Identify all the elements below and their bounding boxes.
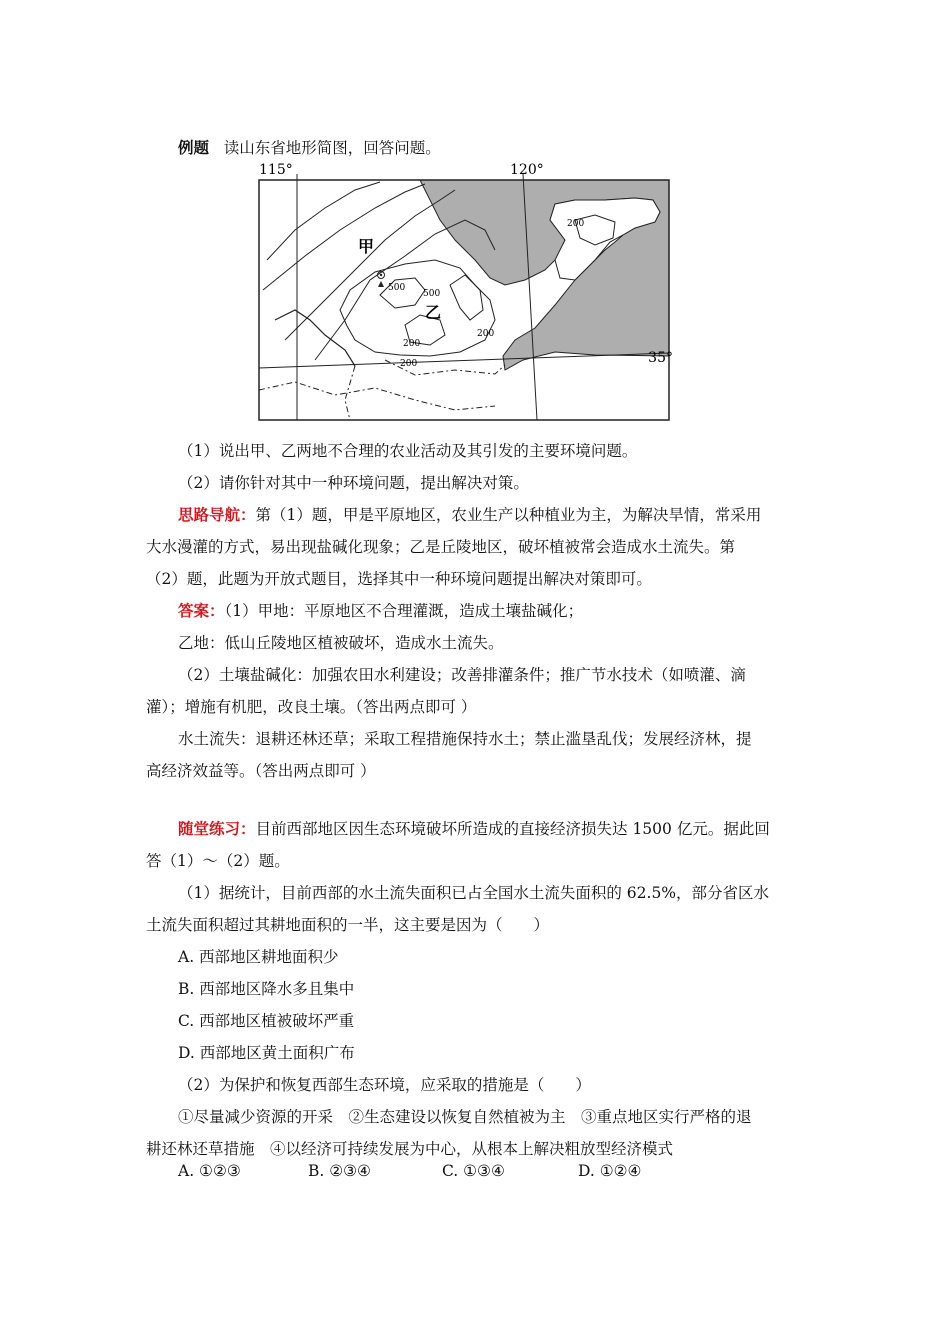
contour-label: 500 [423,289,441,299]
contour-label: 200 [567,219,585,229]
answer-line: 乙地：低山丘陵地区植被破坏，造成水土流失。 [178,634,504,652]
example-intro: 读山东省地形简图，回答问题。 [223,139,441,157]
lon-label-120: 120° [510,162,544,178]
example-heading [178,137,848,159]
analysis-label: 思路导航： [178,505,256,524]
practice-q1: （1）据统计，目前西部的水土流失面积已占全国水土流失面积的 62.5%，部分省区水 [178,884,770,902]
option-b: B. 西部地区降水多且集中 [178,980,355,998]
analysis-text: 第（1）题，甲是平原地区，农业生产以种植业为主，为解决旱情，常采用 [255,506,762,524]
contour-label: 500 [388,283,406,293]
option-d: D. 西部地区黄土面积广布 [178,1044,355,1062]
practice-line: 答（1）～（2）题。 [146,852,290,870]
answer-label: 答案： [178,601,225,620]
answer-line: （2）土壤盐碱化：加强农田水利建设；改善排灌条件；推广节水技术（如喷灌、滴 [178,666,746,684]
answer-line: 水土流失：退耕还林还草；采取工程措施保持水土；禁止滥垦乱伐；发展经济林，提 [178,730,752,748]
contour-label: 200 [477,329,495,339]
option-a: A. ①②③ [178,1162,241,1180]
practice-label: 随堂练习： [178,819,256,838]
contour-label: 200 [403,339,421,349]
option-c: C. ①③④ [442,1162,505,1180]
option-b: B. ②③④ [308,1162,371,1180]
answer-line: 灌）；增施有机肥，改良土壤。（答出两点即可 ） [146,698,477,716]
option-d: D. ①②④ [578,1162,642,1180]
analysis-line: 大水漫灌的方式，易出现盐碱化现象；乙是丘陵地区，破坏植被常会造成水土流失。第 [146,538,736,556]
option-a: A. 西部地区耕地面积少 [178,948,339,966]
analysis-line [178,504,848,526]
place-label-yi: 乙 [425,303,442,322]
answer-text: （1）甲地：平原地区不合理灌溉，造成土壤盐碱化； [224,602,584,620]
practice-intro: 目前西部地区因生态环境破坏所造成的直接经济损失达 1500 亿元。据此回 [255,820,770,838]
question-2: （2）请你针对其中一种环境问题，提出解决对策。 [178,474,529,492]
lon-label-115: 115° [259,162,293,178]
place-label-jia: 甲 [358,237,375,256]
question-1: （1）说出甲、乙两地不合理的农业活动及其引发的主要环境问题。 [178,442,638,460]
option-c: C. 西部地区植被破坏严重 [178,1012,355,1030]
lat-label-35: 35° [648,350,673,366]
practice-q2: 耕还林还草措施 ④以经济可持续发展为中心，从根本上解决粗放型经济模式 [146,1140,674,1158]
contour-label: 200 [400,359,418,369]
practice-q1: 土流失面积超过其耕地面积的一半，这主要是因为（ ） [146,916,550,934]
practice-line [178,818,848,840]
analysis-line: （2）题，此题为开放式题目，选择其中一种环境问题提出解决对策即可。 [146,570,652,588]
answer-line: 高经济效益等。（答出两点即可 ） [146,762,376,780]
practice-q2: ①尽量减少资源的开采 ②生态建设以恢复自然植被为主 ③重点地区实行严格的退 [178,1108,752,1126]
practice-q2: （2）为保护和恢复西部生态环境，应采取的措施是（ ） [178,1076,591,1094]
answer-line [178,600,848,622]
shandong-terrain-map [255,160,675,422]
example-label: 例题 [178,138,210,157]
